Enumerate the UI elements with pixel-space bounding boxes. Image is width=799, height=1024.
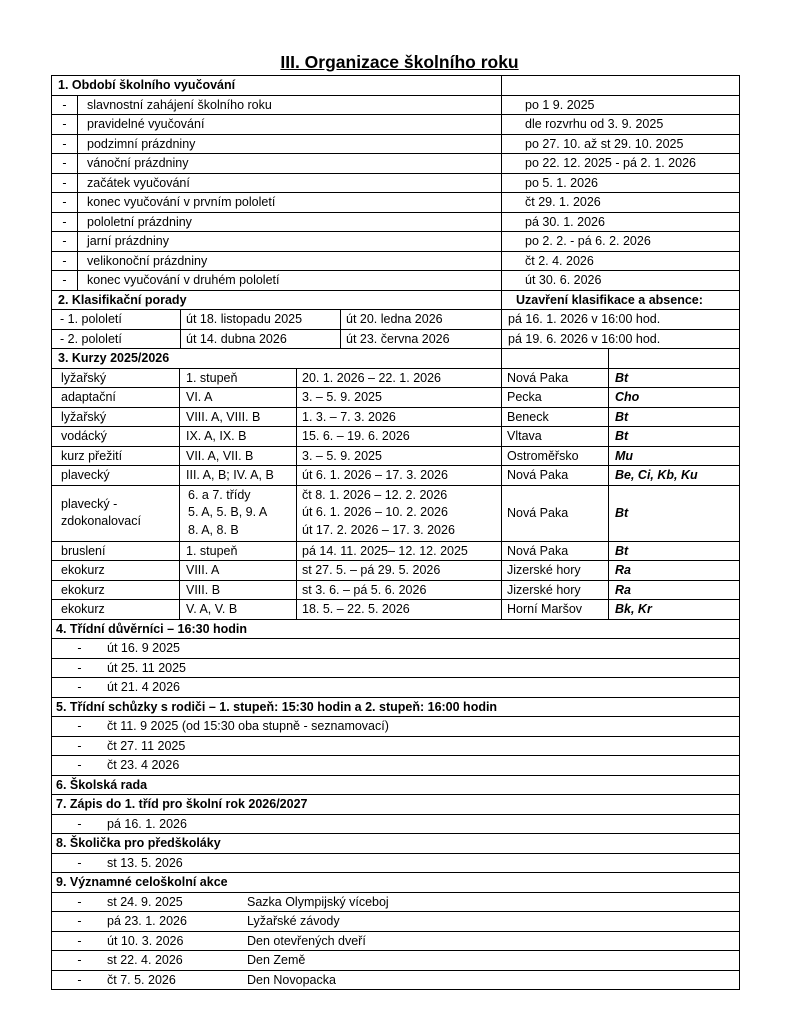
table-row [51,369,740,389]
item-date: pá 30. 1. 2026 [501,213,739,232]
course-class-line: 5. A, 5. B, 9. A [188,505,268,520]
section-heading: 9. Významné celoškolní akce [56,875,228,890]
list-item [51,154,740,174]
section-heading: 2. Klasifikační porady [58,292,187,307]
item-label: konec vyučování v prvním pololetí [77,193,501,212]
section-heading: 6. Školská rada [56,777,148,792]
date-1: út 14. dubna 2026 [180,330,340,349]
course-teacher: Bt [608,486,739,541]
course-date-line: út 17. 2. 2026 – 17. 3. 2026 [302,522,455,537]
course-name: kurz přežití [61,448,123,463]
course-name: adaptační [61,390,116,405]
course-class-line: 8. A, 8. B [188,522,239,537]
item-text: út 21. 4 2026 [107,680,180,695]
course-place: Horní Maršov [501,600,608,619]
item-label: slavnostní zahájení školního roku [77,96,501,115]
course-place: Pecka [501,388,608,407]
dash: - [62,195,67,210]
dash: - [62,253,67,268]
list-item [51,717,740,737]
dash: - [77,894,82,909]
course-name [52,486,179,541]
s9-heading-row [51,873,740,893]
section-heading: 8. Školička pro předškoláky [56,836,221,851]
list-item [51,639,740,659]
course-class: VII. A, VII. B [179,447,296,466]
course-name: ekokurz [61,602,105,617]
item-label: konec vyučování v druhém pololetí [77,271,501,290]
list-item [51,659,740,679]
date-2: út 23. června 2026 [340,330,501,349]
section-heading: 3. Kurzy 2025/2026 [58,351,170,366]
table-row [51,561,740,581]
s7-heading-row [51,795,740,815]
item-text: út 16. 9 2025 [107,641,180,656]
item-label: jarní prázdniny [77,232,501,251]
list-item [51,232,740,252]
course-place: Jizerské hory [501,561,608,580]
item-text: čt 27. 11 2025 [107,738,186,753]
section-heading: 1. Období školního vyučování [58,78,236,93]
dash: - [77,641,82,656]
period: - 1. pololetí [60,312,122,327]
s6-heading-row [51,776,740,796]
course-date: 3. – 5. 9. 2025 [296,388,501,407]
course-date: út 6. 1. 2026 – 17. 3. 2026 [296,466,501,485]
s4-heading-row [51,620,740,640]
course-teacher: Bt [608,408,739,427]
item-date: út 30. 6. 2026 [501,271,739,290]
course-class: V. A, V. B [179,600,296,619]
course-name: plavecký [61,468,110,483]
item-date: po 22. 12. 2025 - pá 2. 1. 2026 [501,154,739,173]
close-date: pá 16. 1. 2026 v 16:00 hod. [501,310,739,329]
course-date: 1. 3. – 7. 3. 2026 [296,408,501,427]
dash: - [77,660,82,675]
item-date: pá 23. 1. 2026 [107,914,187,929]
course-place: Nová Paka [501,542,608,561]
dash: - [62,117,67,132]
course-class: 1. stupeň [179,369,296,388]
item-date: po 27. 10. až st 29. 10. 2025 [501,135,739,154]
course-class [179,486,296,541]
list-item [51,932,740,952]
item-event: Den Novopacka [247,972,336,987]
table-row [51,330,740,350]
course-teacher: Ra [608,581,739,600]
item-date: st 24. 9. 2025 [107,894,183,909]
table-row [51,388,740,408]
course-teacher: Be, Ci, Kb, Ku [608,466,739,485]
table-row [51,600,740,620]
list-item [51,737,740,757]
course-date-line: čt 8. 1. 2026 – 12. 2. 2026 [302,487,448,502]
course-class: III. A, B; IV. A, B [179,466,296,485]
dash: - [77,953,82,968]
list-item [51,271,740,291]
s3-heading-row [51,349,740,369]
course-name-line: plavecký - [61,496,118,511]
list-item [51,912,740,932]
item-text: čt 23. 4 2026 [107,758,180,773]
dash: - [62,234,67,249]
item-label: pravidelné vyučování [77,115,501,134]
section-heading-right: Uzavření klasifikace a absence: [501,291,739,310]
course-teacher: Bt [608,369,739,388]
course-date [296,486,501,541]
course-date: pá 14. 11. 2025– 12. 12. 2025 [296,542,501,561]
course-name: lyžařský [61,370,107,385]
course-date: 15. 6. – 19. 6. 2026 [296,427,501,446]
list-item [51,756,740,776]
item-text: út 25. 11 2025 [107,660,187,675]
list-item [51,96,740,116]
dash: - [77,738,82,753]
list-item [51,815,740,835]
dash: - [62,175,67,190]
item-label: podzimní prázdniny [77,135,501,154]
course-date: st 3. 6. – pá 5. 6. 2026 [296,581,501,600]
list-item [51,854,740,874]
table-row [51,310,740,330]
item-event: Sazka Olympijský víceboj [247,894,389,909]
course-class: IX. A, IX. B [179,427,296,446]
course-teacher: Bt [608,427,739,446]
table-row [51,427,740,447]
item-date: dle rozvrhu od 3. 9. 2025 [501,115,739,134]
course-place: Nová Paka [501,369,608,388]
item-event: Den Země [247,953,306,968]
course-teacher: Mu [608,447,739,466]
item-text: st 13. 5. 2026 [107,855,183,870]
course-name: bruslení [61,543,106,558]
course-teacher: Ra [608,561,739,580]
section-heading: 7. Zápis do 1. tříd pro školní rok 2026/2027 [56,797,308,812]
course-place: Nová Paka [501,486,608,541]
dash: - [77,816,82,831]
course-place: Jizerské hory [501,581,608,600]
dash: - [77,855,82,870]
course-name: ekokurz [61,582,105,597]
dash: - [62,97,67,112]
item-date: čt 7. 5. 2026 [107,972,176,987]
course-class: VIII. A, VIII. B [179,408,296,427]
item-event: Den otevřených dveří [247,933,366,948]
course-place: Ostroměřsko [501,447,608,466]
s2-heading-row [51,291,740,311]
item-date: st 22. 4. 2026 [107,953,183,968]
dash: - [62,273,67,288]
course-place: Beneck [501,408,608,427]
item-date: čt 29. 1. 2026 [501,193,739,212]
s8-heading-row [51,834,740,854]
dash: - [62,214,67,229]
course-date: 18. 5. – 22. 5. 2026 [296,600,501,619]
item-text: pá 16. 1. 2026 [107,816,187,831]
dash: - [77,972,82,987]
section-heading: 4. Třídní důvěrníci – 16:30 hodin [56,621,248,636]
item-text: čt 11. 9 2025 (od 15:30 oba stupně - seznamovací) [107,719,389,734]
list-item [51,213,740,233]
list-item [51,135,740,155]
table-row [51,447,740,467]
course-date: st 27. 5. – pá 29. 5. 2026 [296,561,501,580]
table-row [51,466,740,486]
period: - 2. pololetí [60,331,122,346]
dash: - [77,719,82,734]
item-date: po 1 9. 2025 [501,96,739,115]
course-place: Nová Paka [501,466,608,485]
course-class: VI. A [179,388,296,407]
course-teacher: Bt [608,542,739,561]
dash: - [62,156,67,171]
course-teacher: Bk, Kr [608,600,739,619]
dash: - [77,680,82,695]
course-name: lyžařský [61,409,107,424]
empty-cell [501,349,608,368]
item-date: po 5. 1. 2026 [501,174,739,193]
s5-heading-row [51,698,740,718]
course-date: 3. – 5. 9. 2025 [296,447,501,466]
course-name-line: zdokonalovací [61,514,141,528]
dash: - [62,136,67,151]
empty-cell [608,349,739,368]
table-row [51,542,740,562]
course-class: VIII. A [179,561,296,580]
list-item [51,193,740,213]
list-item [51,893,740,913]
course-class: VIII. B [179,581,296,600]
item-date: po 2. 2. - pá 6. 2. 2026 [501,232,739,251]
course-date: 20. 1. 2026 – 22. 1. 2026 [296,369,501,388]
s1-heading-row [51,75,740,96]
item-label: pololetní prázdniny [77,213,501,232]
list-item [51,174,740,194]
list-item [51,951,740,971]
date-2: út 20. ledna 2026 [340,310,501,329]
item-event: Lyžařské závody [247,914,340,929]
close-date: pá 19. 6. 2026 v 16:00 hod. [501,330,739,349]
item-label: velikonoční prázdniny [77,252,501,271]
course-place: Vltava [501,427,608,446]
list-item [51,115,740,135]
item-date: út 10. 3. 2026 [107,933,184,948]
empty-cell [501,76,739,95]
page-title: III. Organizace školního roku [280,52,519,72]
table-row [51,486,740,542]
item-label: vánoční prázdniny [77,154,501,173]
course-class: 1. stupeň [179,542,296,561]
list-item [51,252,740,272]
item-date: čt 2. 4. 2026 [501,252,739,271]
list-item [51,678,740,698]
table-row [51,408,740,428]
course-class-line: 6. a 7. třídy [188,487,251,502]
item-label: začátek vyučování [77,174,501,193]
course-name: vodácký [61,429,107,444]
course-name: ekokurz [61,563,105,578]
dash: - [77,758,82,773]
section-heading: 5. Třídní schůzky s rodiči – 1. stupeň: 15:30 hodin a 2. stupeň: 16:00 hodin [56,699,498,714]
date-1: út 18. listopadu 2025 [180,310,340,329]
dash: - [77,933,82,948]
course-teacher: Cho [608,388,739,407]
table-row [51,581,740,601]
dash: - [77,914,82,929]
course-date-line: út 6. 1. 2026 – 10. 2. 2026 [302,505,448,520]
list-item [51,971,740,991]
